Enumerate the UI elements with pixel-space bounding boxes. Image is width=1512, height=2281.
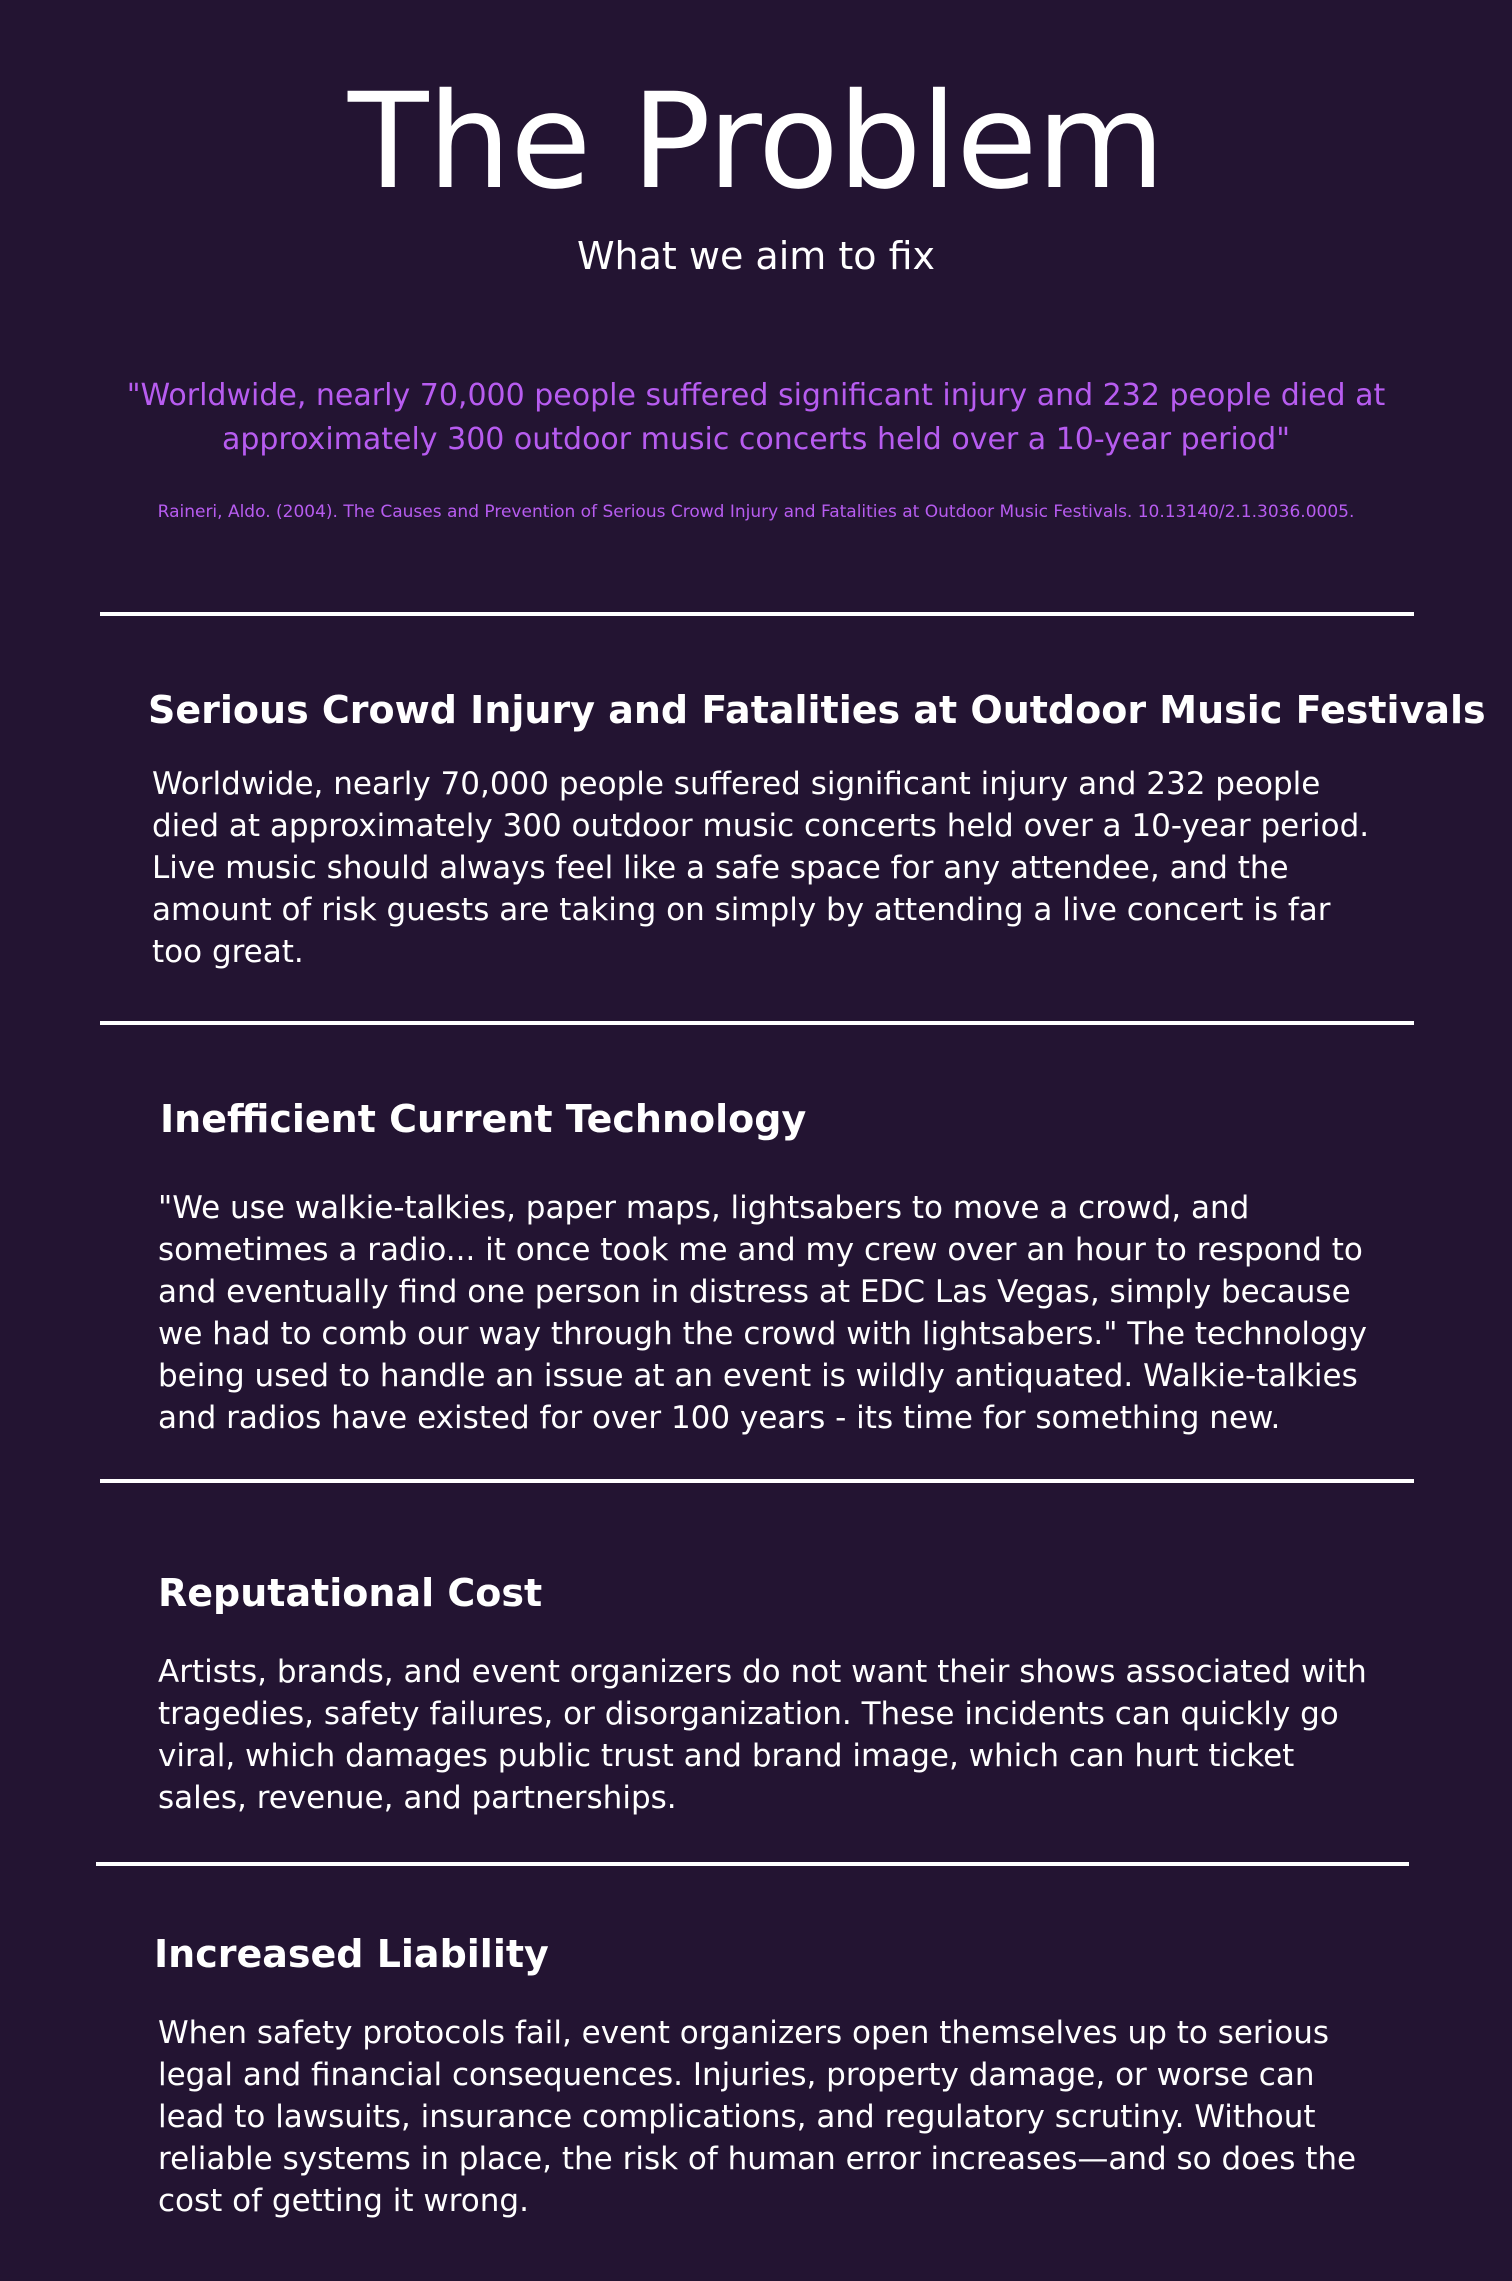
section-body-reputational-cost: Artists, brands, and event organizers do not want their shows associated with tragedies, safety failures, or disorganization. These incidents can quickly go viral, which damages public trust and brand image, which can hurt ticket sales, revenue, and partnerships. (158, 1654, 1367, 1816)
quote-citation: Raineri, Aldo. (2004). The Causes and Prevention of Serious Crowd Injury and Fatalities at Outdoor Music Festivals. 10.13140/2.1.3036.0005. (157, 502, 1355, 522)
section-divider (100, 1479, 1414, 1483)
section-heading-inefficient-technology: Inefficient Current Technology (160, 1097, 807, 1141)
section-heading-crowd-injury: Serious Crowd Injury and Fatalities at Outdoor Music Festivals (148, 688, 1486, 732)
section-body-crowd-injury: Worldwide, nearly 70,000 people suffered significant injury and 232 people died at approximately 300 outdoor music concerts held over a 10-year period. Live music should always feel like a safe space for any attendee, and the amount of risk guests are taking on simply by attending a live concert is far too great. (152, 766, 1370, 970)
section-heading-reputational-cost: Reputational Cost (158, 1571, 543, 1615)
page-subtitle: What we aim to fix (576, 234, 936, 278)
page-title: The Problem (347, 65, 1165, 219)
section-body-increased-liability: When safety protocols fail, event organizers open themselves up to serious legal and financial consequences. Injuries, property damage, or worse can lead to lawsuits, insurance complications, and regulatory scrutiny. Without reliable systems in place, the risk of human error increases—and so does the cost of getting it wrong. (158, 2015, 1357, 2219)
section-divider (96, 1862, 1409, 1866)
section-body-inefficient-technology: "We use walkie-talkies, paper maps, lightsabers to move a crowd, and sometimes a radio... it once took me and my crew over an hour to respond to and eventually find one person in distress at EDC Las Vegas, simply because we had to comb our way through the crowd with lightsabers." The technology being used to handle an issue at an event is wildly antiquated. Walkie-talkies and radios have existed for over 100 years - its time for something new. (158, 1190, 1368, 1436)
section-divider (100, 612, 1414, 616)
section-divider (100, 1021, 1414, 1025)
section-heading-increased-liability: Increased Liability (154, 1932, 549, 1976)
highlight-quote: "Worldwide, nearly 70,000 people suffered significant injury and 232 people died at approximately 300 outdoor music concerts held over a 10-year period" (126, 378, 1386, 457)
